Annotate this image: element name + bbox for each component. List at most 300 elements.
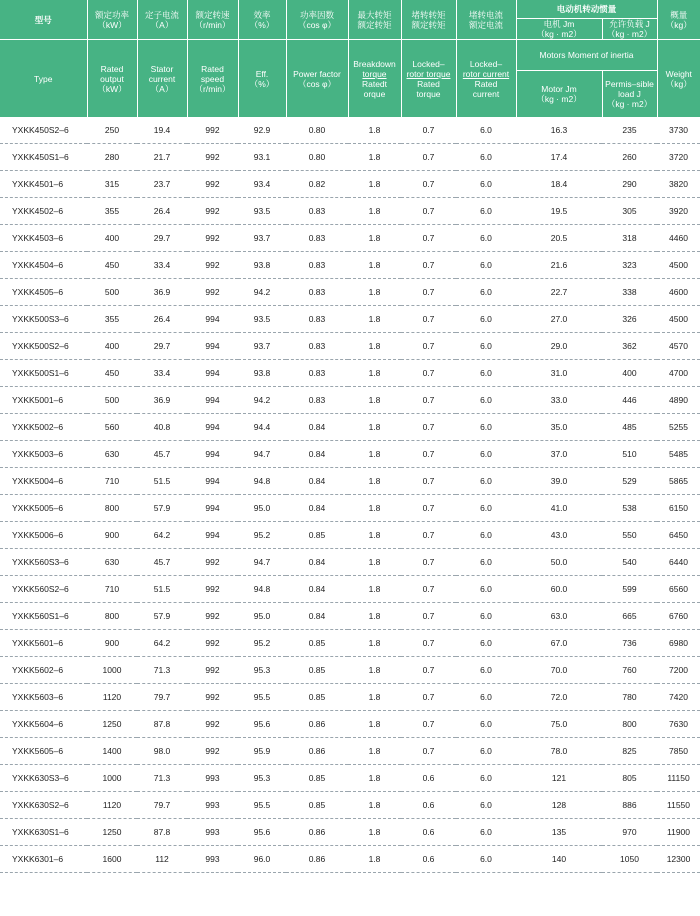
cell-value: 51.5 xyxy=(137,468,187,495)
cell-value: 992 xyxy=(187,630,238,657)
cell-value: 1.8 xyxy=(348,738,401,765)
cell-value: 0.6 xyxy=(401,846,456,873)
cell-value: 994 xyxy=(187,468,238,495)
table-row xyxy=(0,684,700,711)
cell-value: 0.7 xyxy=(401,117,456,144)
cell-value: 6560 xyxy=(657,576,700,603)
col-output-zh: 额定功率 （kW） xyxy=(87,0,137,40)
cell-value: 121 xyxy=(516,765,602,792)
table-row xyxy=(0,495,700,522)
cell-value: 1050 xyxy=(602,846,657,873)
cell-value: 93.8 xyxy=(238,252,286,279)
table-row xyxy=(0,630,700,657)
cell-value: 993 xyxy=(187,765,238,792)
cell-value: 6.0 xyxy=(456,684,516,711)
cell-value: 51.5 xyxy=(137,576,187,603)
cell-value: 0.7 xyxy=(401,603,456,630)
cell-type: YXKK4505–6 xyxy=(0,279,87,306)
cell-value: 994 xyxy=(187,333,238,360)
cell-value: 599 xyxy=(602,576,657,603)
cell-type: YXKK5602–6 xyxy=(0,657,87,684)
cell-value: 736 xyxy=(602,630,657,657)
cell-value: 45.7 xyxy=(137,441,187,468)
cell-value: 50.0 xyxy=(516,549,602,576)
cell-type: YXKK5001–6 xyxy=(0,387,87,414)
cell-value: 6.0 xyxy=(456,387,516,414)
cell-value: 35.0 xyxy=(516,414,602,441)
cell-value: 992 xyxy=(187,198,238,225)
cell-value: 0.85 xyxy=(286,792,348,819)
cell-value: 538 xyxy=(602,495,657,522)
cell-value: 71.3 xyxy=(137,765,187,792)
cell-value: 0.83 xyxy=(286,198,348,225)
cell-value: 1.8 xyxy=(348,387,401,414)
cell-value: 6.0 xyxy=(456,792,516,819)
cell-value: 485 xyxy=(602,414,657,441)
cell-value: 6.0 xyxy=(456,657,516,684)
cell-value: 500 xyxy=(87,387,137,414)
cell-value: 994 xyxy=(187,441,238,468)
cell-value: 0.85 xyxy=(286,765,348,792)
cell-value: 94.2 xyxy=(238,279,286,306)
cell-value: 94.2 xyxy=(238,387,286,414)
cell-value: 0.84 xyxy=(286,549,348,576)
cell-value: 57.9 xyxy=(137,495,187,522)
cell-value: 992 xyxy=(187,117,238,144)
cell-value: 0.83 xyxy=(286,252,348,279)
cell-value: 4890 xyxy=(657,387,700,414)
cell-value: 7630 xyxy=(657,711,700,738)
cell-type: YXKK450S1–6 xyxy=(0,144,87,171)
cell-value: 41.0 xyxy=(516,495,602,522)
cell-value: 450 xyxy=(87,252,137,279)
cell-value: 886 xyxy=(602,792,657,819)
cell-value: 60.0 xyxy=(516,576,602,603)
cell-type: YXKK5003–6 xyxy=(0,441,87,468)
cell-value: 450 xyxy=(87,360,137,387)
cell-value: 800 xyxy=(87,603,137,630)
cell-value: 94.7 xyxy=(238,549,286,576)
cell-value: 6.0 xyxy=(456,225,516,252)
cell-value: 3720 xyxy=(657,144,700,171)
cell-value: 992 xyxy=(187,144,238,171)
cell-value: 6.0 xyxy=(456,279,516,306)
col-speed-zh: 额定转速 （r/min） xyxy=(187,0,238,40)
cell-value: 0.84 xyxy=(286,576,348,603)
cell-value: 0.7 xyxy=(401,576,456,603)
col-pf-en: Power factor （cos φ） xyxy=(286,40,348,118)
cell-value: 79.7 xyxy=(137,684,187,711)
cell-value: 993 xyxy=(187,846,238,873)
cell-value: 6.0 xyxy=(456,765,516,792)
cell-value: 630 xyxy=(87,441,137,468)
cell-value: 0.7 xyxy=(401,333,456,360)
cell-value: 19.4 xyxy=(137,117,187,144)
cell-type: YXKK4502–6 xyxy=(0,198,87,225)
cell-value: 6.0 xyxy=(456,252,516,279)
col-breakdown-en: Breakdown torque Ratedt orque xyxy=(348,40,401,118)
cell-value: 0.7 xyxy=(401,630,456,657)
cell-value: 6980 xyxy=(657,630,700,657)
cell-value: 6.0 xyxy=(456,630,516,657)
cell-value: 87.8 xyxy=(137,819,187,846)
cell-value: 4600 xyxy=(657,279,700,306)
cell-value: 1.8 xyxy=(348,495,401,522)
cell-value: 6.0 xyxy=(456,738,516,765)
col-pf-zh: 功率因数 （cos φ） xyxy=(286,0,348,40)
cell-value: 338 xyxy=(602,279,657,306)
cell-value: 780 xyxy=(602,684,657,711)
cell-value: 805 xyxy=(602,765,657,792)
cell-value: 0.85 xyxy=(286,684,348,711)
cell-value: 43.0 xyxy=(516,522,602,549)
cell-value: 3820 xyxy=(657,171,700,198)
cell-value: 992 xyxy=(187,603,238,630)
cell-type: YXKK500S1–6 xyxy=(0,360,87,387)
cell-value: 305 xyxy=(602,198,657,225)
cell-value: 92.9 xyxy=(238,117,286,144)
cell-value: 93.1 xyxy=(238,144,286,171)
cell-value: 0.84 xyxy=(286,495,348,522)
cell-value: 0.80 xyxy=(286,144,348,171)
cell-type: YXKK560S2–6 xyxy=(0,576,87,603)
col-type-en: Type xyxy=(0,40,87,118)
cell-value: 0.7 xyxy=(401,657,456,684)
cell-value: 31.0 xyxy=(516,360,602,387)
cell-value: 992 xyxy=(187,657,238,684)
cell-value: 0.85 xyxy=(286,630,348,657)
col-locked-torque-en: Locked– rotor torque Rated torque xyxy=(401,40,456,118)
cell-value: 64.2 xyxy=(137,630,187,657)
col-motor-jm-en: Motor Jm （kg · m2） xyxy=(516,71,602,118)
cell-value: 6.0 xyxy=(456,414,516,441)
col-eff-en: Eff. （%） xyxy=(238,40,286,118)
table-row xyxy=(0,144,700,171)
cell-value: 510 xyxy=(602,441,657,468)
cell-value: 0.86 xyxy=(286,711,348,738)
cell-value: 140 xyxy=(516,846,602,873)
cell-value: 11900 xyxy=(657,819,700,846)
cell-type: YXKK4501–6 xyxy=(0,171,87,198)
table-row xyxy=(0,738,700,765)
cell-value: 992 xyxy=(187,684,238,711)
cell-value: 710 xyxy=(87,576,137,603)
cell-value: 93.5 xyxy=(238,198,286,225)
cell-value: 800 xyxy=(602,711,657,738)
cell-value: 78.0 xyxy=(516,738,602,765)
cell-value: 970 xyxy=(602,819,657,846)
cell-value: 994 xyxy=(187,306,238,333)
col-load-j-en: Permis–sible load J （kg · m2） xyxy=(602,71,657,118)
cell-value: 1.8 xyxy=(348,657,401,684)
cell-value: 6.0 xyxy=(456,846,516,873)
cell-value: 235 xyxy=(602,117,657,144)
cell-value: 400 xyxy=(602,360,657,387)
cell-value: 0.80 xyxy=(286,117,348,144)
cell-value: 6.0 xyxy=(456,333,516,360)
cell-value: 23.7 xyxy=(137,171,187,198)
cell-type: YXKK560S1–6 xyxy=(0,603,87,630)
cell-value: 6.0 xyxy=(456,144,516,171)
cell-value: 825 xyxy=(602,738,657,765)
cell-value: 1.8 xyxy=(348,225,401,252)
table-row xyxy=(0,711,700,738)
cell-value: 93.5 xyxy=(238,306,286,333)
cell-value: 11150 xyxy=(657,765,700,792)
cell-value: 12300 xyxy=(657,846,700,873)
cell-value: 0.7 xyxy=(401,738,456,765)
cell-value: 0.7 xyxy=(401,306,456,333)
cell-value: 27.0 xyxy=(516,306,602,333)
cell-value: 6.0 xyxy=(456,495,516,522)
cell-value: 550 xyxy=(602,522,657,549)
cell-value: 1.8 xyxy=(348,252,401,279)
cell-value: 1000 xyxy=(87,765,137,792)
cell-value: 29.7 xyxy=(137,333,187,360)
cell-value: 0.7 xyxy=(401,279,456,306)
cell-value: 0.7 xyxy=(401,441,456,468)
table-row xyxy=(0,576,700,603)
cell-value: 994 xyxy=(187,360,238,387)
cell-value: 3730 xyxy=(657,117,700,144)
col-locked-torque-zh: 堵转转矩 额定转矩 xyxy=(401,0,456,40)
cell-value: 0.7 xyxy=(401,225,456,252)
cell-value: 7200 xyxy=(657,657,700,684)
cell-value: 6.0 xyxy=(456,576,516,603)
cell-value: 94.8 xyxy=(238,468,286,495)
cell-value: 94.4 xyxy=(238,414,286,441)
cell-value: 4460 xyxy=(657,225,700,252)
cell-value: 6.0 xyxy=(456,441,516,468)
cell-value: 87.8 xyxy=(137,711,187,738)
cell-value: 6.0 xyxy=(456,468,516,495)
cell-value: 0.83 xyxy=(286,306,348,333)
cell-value: 362 xyxy=(602,333,657,360)
cell-value: 992 xyxy=(187,711,238,738)
cell-value: 5865 xyxy=(657,468,700,495)
cell-value: 540 xyxy=(602,549,657,576)
cell-value: 315 xyxy=(87,171,137,198)
cell-value: 5485 xyxy=(657,441,700,468)
cell-value: 0.7 xyxy=(401,198,456,225)
cell-value: 994 xyxy=(187,387,238,414)
cell-value: 112 xyxy=(137,846,187,873)
cell-value: 900 xyxy=(87,522,137,549)
col-inertia-group-en: Motors Moment of inertia xyxy=(516,40,657,71)
cell-value: 326 xyxy=(602,306,657,333)
cell-value: 993 xyxy=(187,819,238,846)
cell-value: 95.5 xyxy=(238,792,286,819)
cell-value: 4500 xyxy=(657,306,700,333)
cell-value: 994 xyxy=(187,414,238,441)
cell-value: 6450 xyxy=(657,522,700,549)
cell-value: 0.82 xyxy=(286,171,348,198)
cell-value: 0.6 xyxy=(401,819,456,846)
cell-value: 992 xyxy=(187,279,238,306)
cell-value: 26.4 xyxy=(137,306,187,333)
cell-value: 1600 xyxy=(87,846,137,873)
cell-value: 7850 xyxy=(657,738,700,765)
cell-value: 18.4 xyxy=(516,171,602,198)
cell-type: YXKK5605–6 xyxy=(0,738,87,765)
cell-value: 95.3 xyxy=(238,657,286,684)
cell-value: 1.8 xyxy=(348,414,401,441)
cell-value: 1120 xyxy=(87,792,137,819)
col-weight-en: Weight （kg） xyxy=(657,40,700,118)
cell-value: 992 xyxy=(187,549,238,576)
cell-value: 4500 xyxy=(657,252,700,279)
cell-value: 36.9 xyxy=(137,279,187,306)
cell-value: 0.84 xyxy=(286,441,348,468)
cell-value: 0.83 xyxy=(286,225,348,252)
cell-value: 0.85 xyxy=(286,522,348,549)
cell-type: YXKK5004–6 xyxy=(0,468,87,495)
cell-value: 4570 xyxy=(657,333,700,360)
cell-type: YXKK5604–6 xyxy=(0,711,87,738)
cell-value: 0.7 xyxy=(401,495,456,522)
col-eff-zh: 效率 （%） xyxy=(238,0,286,40)
cell-value: 95.6 xyxy=(238,711,286,738)
table-row xyxy=(0,198,700,225)
cell-value: 355 xyxy=(87,306,137,333)
col-load-j-zh: 允许负载 J （kg · m2） xyxy=(602,19,657,40)
cell-value: 280 xyxy=(87,144,137,171)
cell-value: 6.0 xyxy=(456,603,516,630)
cell-value: 0.7 xyxy=(401,360,456,387)
cell-value: 6440 xyxy=(657,549,700,576)
col-weight-zh: 概量 （kg） xyxy=(657,0,700,40)
cell-value: 250 xyxy=(87,117,137,144)
cell-value: 94.8 xyxy=(238,576,286,603)
cell-value: 95.0 xyxy=(238,603,286,630)
cell-value: 21.7 xyxy=(137,144,187,171)
cell-value: 17.4 xyxy=(516,144,602,171)
cell-value: 94.7 xyxy=(238,441,286,468)
cell-value: 6.0 xyxy=(456,306,516,333)
cell-value: 70.0 xyxy=(516,657,602,684)
cell-value: 29.7 xyxy=(137,225,187,252)
cell-value: 992 xyxy=(187,252,238,279)
cell-value: 0.6 xyxy=(401,765,456,792)
cell-value: 446 xyxy=(602,387,657,414)
cell-value: 95.5 xyxy=(238,684,286,711)
cell-value: 800 xyxy=(87,495,137,522)
cell-value: 0.83 xyxy=(286,387,348,414)
table-row xyxy=(0,603,700,630)
cell-value: 135 xyxy=(516,819,602,846)
cell-value: 0.86 xyxy=(286,846,348,873)
cell-value: 1000 xyxy=(87,657,137,684)
table-row xyxy=(0,549,700,576)
cell-type: YXKK630S1–6 xyxy=(0,819,87,846)
col-locked-current-en: Locked– rotor current Rated current xyxy=(456,40,516,118)
cell-value: 0.7 xyxy=(401,549,456,576)
cell-value: 6.0 xyxy=(456,549,516,576)
cell-value: 6.0 xyxy=(456,198,516,225)
cell-value: 355 xyxy=(87,198,137,225)
col-current-zh: 定子电流 （A） xyxy=(137,0,187,40)
cell-value: 19.5 xyxy=(516,198,602,225)
cell-value: 0.86 xyxy=(286,819,348,846)
cell-value: 0.7 xyxy=(401,387,456,414)
col-speed-en: Rated speed （r/min） xyxy=(187,40,238,118)
cell-value: 6.0 xyxy=(456,819,516,846)
cell-value: 21.6 xyxy=(516,252,602,279)
cell-value: 0.83 xyxy=(286,360,348,387)
cell-type: YXKK5002–6 xyxy=(0,414,87,441)
cell-value: 95.2 xyxy=(238,522,286,549)
cell-value: 16.3 xyxy=(516,117,602,144)
cell-value: 1.8 xyxy=(348,117,401,144)
table-row xyxy=(0,333,700,360)
cell-value: 1.8 xyxy=(348,441,401,468)
cell-value: 3920 xyxy=(657,198,700,225)
cell-value: 93.7 xyxy=(238,333,286,360)
cell-value: 1.8 xyxy=(348,279,401,306)
cell-value: 0.7 xyxy=(401,468,456,495)
table-row xyxy=(0,414,700,441)
cell-value: 36.9 xyxy=(137,387,187,414)
table-row xyxy=(0,846,700,873)
cell-value: 95.9 xyxy=(238,738,286,765)
cell-value: 0.7 xyxy=(401,684,456,711)
cell-value: 33.4 xyxy=(137,360,187,387)
cell-value: 1.8 xyxy=(348,549,401,576)
table-body xyxy=(0,117,700,873)
cell-value: 1.8 xyxy=(348,360,401,387)
cell-value: 0.84 xyxy=(286,468,348,495)
cell-value: 992 xyxy=(187,171,238,198)
cell-value: 11550 xyxy=(657,792,700,819)
cell-value: 0.83 xyxy=(286,333,348,360)
col-locked-current-zh: 堵转电流 额定电流 xyxy=(456,0,516,40)
cell-value: 98.0 xyxy=(137,738,187,765)
cell-value: 128 xyxy=(516,792,602,819)
cell-value: 45.7 xyxy=(137,549,187,576)
cell-value: 1.8 xyxy=(348,765,401,792)
col-breakdown-zh: 最大转矩 额定转矩 xyxy=(348,0,401,40)
table-row xyxy=(0,252,700,279)
cell-value: 6150 xyxy=(657,495,700,522)
cell-value: 1.8 xyxy=(348,711,401,738)
table-row xyxy=(0,765,700,792)
cell-value: 95.6 xyxy=(238,819,286,846)
cell-value: 79.7 xyxy=(137,792,187,819)
cell-value: 1.8 xyxy=(348,630,401,657)
col-output-en: Rated output （kW） xyxy=(87,40,137,118)
cell-value: 992 xyxy=(187,576,238,603)
cell-type: YXKK500S3–6 xyxy=(0,306,87,333)
cell-value: 994 xyxy=(187,495,238,522)
cell-value: 0.84 xyxy=(286,414,348,441)
cell-value: 1.8 xyxy=(348,846,401,873)
cell-value: 95.0 xyxy=(238,495,286,522)
cell-value: 93.8 xyxy=(238,360,286,387)
cell-value: 1.8 xyxy=(348,576,401,603)
cell-value: 39.0 xyxy=(516,468,602,495)
cell-type: YXKK630S2–6 xyxy=(0,792,87,819)
cell-value: 994 xyxy=(187,522,238,549)
table-header xyxy=(0,0,700,117)
table-row xyxy=(0,441,700,468)
cell-value: 0.7 xyxy=(401,144,456,171)
cell-value: 20.5 xyxy=(516,225,602,252)
cell-value: 57.9 xyxy=(137,603,187,630)
cell-value: 7420 xyxy=(657,684,700,711)
cell-type: YXKK6301–6 xyxy=(0,846,87,873)
cell-value: 0.83 xyxy=(286,279,348,306)
cell-value: 0.7 xyxy=(401,171,456,198)
